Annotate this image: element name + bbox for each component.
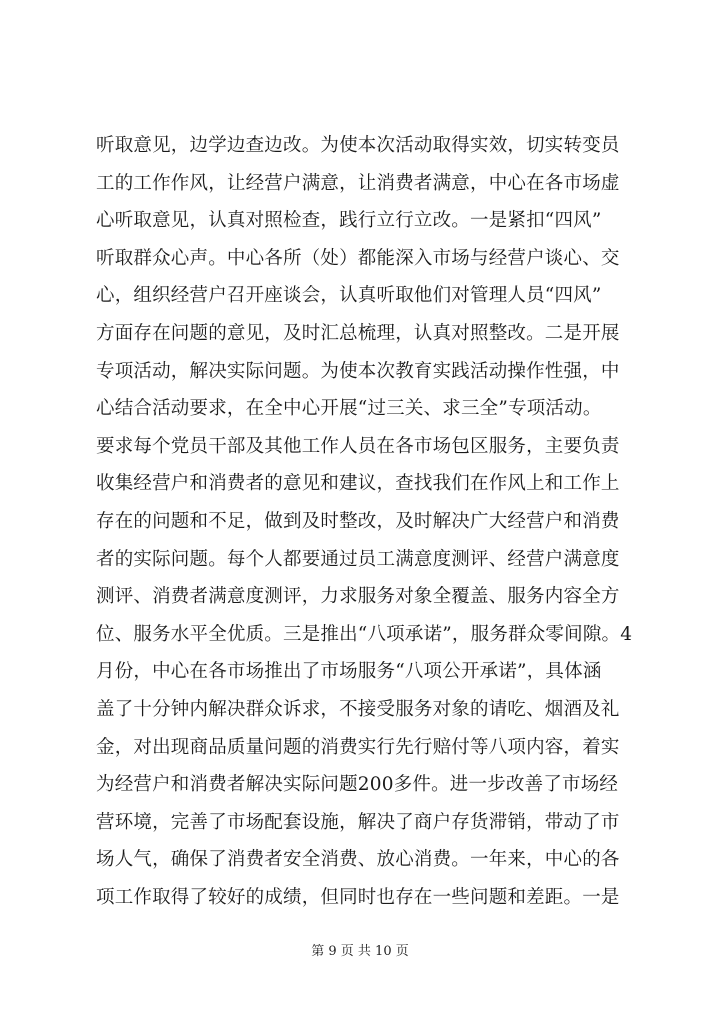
page-number-label: 第 9 页 共 10 页 — [311, 944, 409, 959]
text-line: 工的工作作风，让经营户满意，让消费者满意，中心在各市场虚 — [96, 172, 620, 194]
text-line: 月份，中心在各市场推出了市场服务“八项公开承诺”，具体涵 — [96, 661, 602, 683]
text-line: 收集经营户和消费者的意见和建议，查找我们在作风上和工作上 — [96, 473, 620, 495]
text-line: 场人气，确保了消费者安全消费、放心消费。一年来，中心的各 — [96, 849, 620, 871]
text-line: 专项活动，解决实际问题。为使本次教育实践活动操作性强，中 — [96, 360, 620, 382]
body-text — [96, 127, 636, 916]
text-line: 方面存在问题的意见，及时汇总梳理，认真对照整改。二是开展 — [96, 322, 620, 344]
text-line: 营环境，完善了市场配套设施，解决了商户存货滞销，带动了市 — [96, 811, 620, 833]
text-line: 位、服务水平全优质。三是推出“八项承诺”，服务群众零间隙。4 — [96, 623, 633, 645]
text-line: 听取意见，边学边查边改。为使本次活动取得实效，切实转变员 — [96, 135, 620, 156]
text-line: 听取群众心声。中心各所（处）都能深入市场与经营户谈心、交 — [96, 247, 620, 269]
text-line: 要求每个党员干部及其他工作人员在各市场包区服务，主要负责 — [96, 435, 620, 457]
text-line: 心听取意见，认真对照检查，践行立行立改。一是紧扣“四风” — [96, 210, 602, 232]
text-line: 金，对出现商品质量问题的消费实行先行赔付等八项内容，着实 — [96, 736, 620, 758]
text-line: 心结合活动要求，在全中心开展“过三关、求三全”专项活动。 — [96, 398, 602, 420]
text-line: 项工作取得了较好的成绩，但同时也存在一些问题和差距。一是 — [96, 886, 620, 908]
text-line: 为经营户和消费者解决实际问题200多件。进一步改善了市场经 — [96, 774, 619, 796]
text-line: 存在的问题和不足，做到及时整改，及时解决广大经营户和消费 — [96, 510, 620, 532]
text-line: 心，组织经营户召开座谈会，认真听取他们对管理人员“四风” — [96, 285, 602, 307]
text-line: 盖了十分钟内解决群众诉求，不接受服务对象的请吃、烟酒及礼 — [96, 698, 620, 720]
text-line: 者的实际问题。每个人都要通过员工满意度测评、经营户满意度 — [96, 548, 620, 570]
text-line: 测评、消费者满意度测评，力求服务对象全覆盖、服务内容全方 — [96, 586, 620, 608]
page-footer — [0, 940, 720, 959]
